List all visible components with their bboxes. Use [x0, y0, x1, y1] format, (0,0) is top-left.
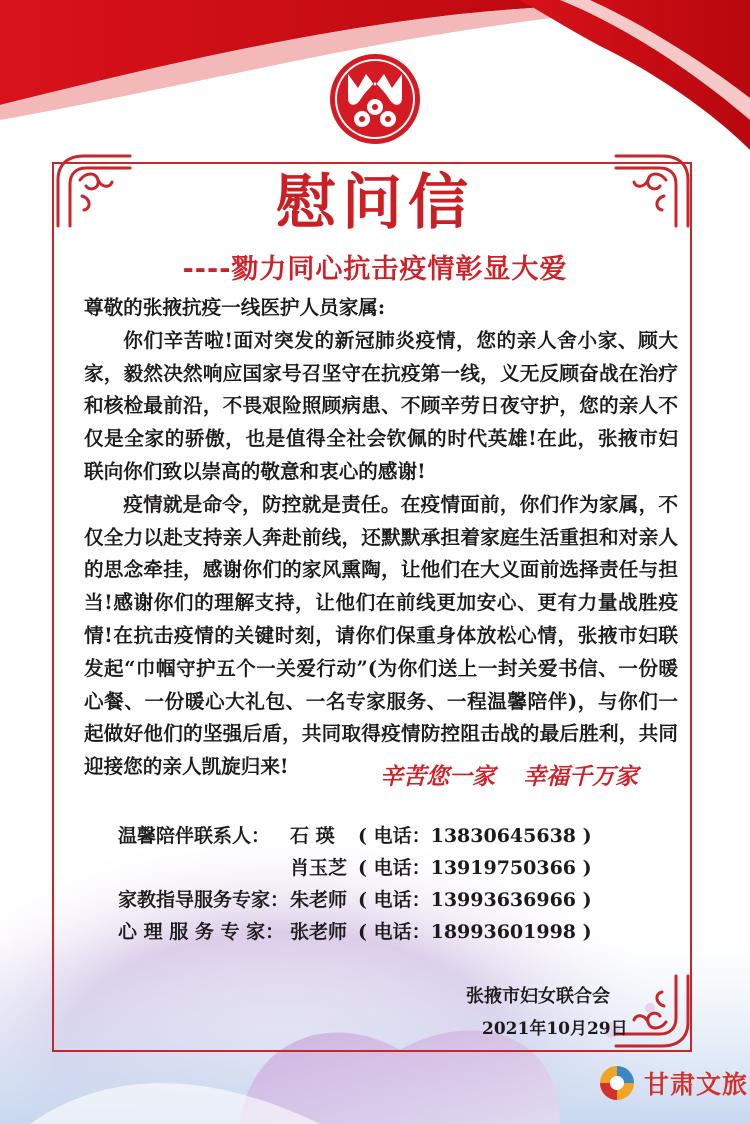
slogan-left: 辛苦您一家 [380, 763, 495, 790]
contact-phone: ( 电话：13830645638 ) [358, 825, 592, 847]
salutation: 尊敬的张掖抗疫一线医护人员家属: [84, 296, 386, 319]
slogan [380, 760, 638, 794]
body-paragraph-2: 疫情就是命令，防控就是责任。在疫情面前，你们作为家属，不仅全力以赴支持亲人奔赴前线，还默默承担着家庭生活重担和对亲人的思念牵挂，感谢你们的家风熏陶，让他们在大义面前选择责任与担当!感谢你们的理解支持，让他们在前线更加安心、更有力量战胜疫情!在抗击疫情的关键时刻，请你们保重身体放松心情，张掖市妇联发起“巾帼守护五个一关爱行动”(为你们送上一封关爱书信、一份暖心餐、一份暖心大礼包、一名专家服务、一程温馨陪伴)，与你们一起做好他们的坚强后盾，共同取得疫情防控阻击战的最后胜利，共同迎接您的亲人凯旋归来! [84, 492, 678, 779]
contact-name: 张老师 [290, 921, 348, 943]
contact-role: 家教指导服务专家： [118, 889, 290, 911]
contact-role: 心 理 服 务 专 家： [118, 921, 285, 943]
letter-title: 慰问信 [276, 168, 474, 238]
contact-name: 肖玉芝 [290, 857, 348, 879]
contact-name: 朱老师 [290, 889, 348, 911]
footer-organization: 张掖市妇女联合会 [466, 986, 610, 1007]
contact-role: 温馨陪伴联系人： [118, 825, 271, 847]
contact-phone: ( 电话：18993601998 ) [358, 921, 592, 943]
letter-body [84, 292, 678, 784]
gansu-wenlv-logo-icon [598, 1064, 636, 1102]
letter-subtitle: ----勠力同心抗击疫情彰显大爱 [182, 254, 568, 285]
watermark-text: 甘肃文旅 [644, 1070, 749, 1099]
corner-ornament-bottom-right [612, 970, 694, 1052]
footer-date: 2021年10月29日 [482, 1019, 628, 1039]
contact-phone: ( 电话：13993636966 ) [358, 889, 592, 911]
women-federation-emblem-icon [328, 52, 422, 146]
body-paragraph-1: 你们辛苦啦!面对突发的新冠肺炎疫情，您的亲人舍小家、顾大家，毅然决然响应国家号召坚守在抗疫第一线，义无反顾奋战在治疗和核检最前沿，不畏艰险照顾病患、不顾辛劳日夜守护，您的亲人不仅是全家的骄傲，也是值得全社会钦佩的时代英雄!在此，张掖市妇联向你们致以崇高的敬意和衷心的感谢! [84, 328, 678, 483]
watermark [598, 1064, 748, 1102]
contact-name: 石 瑛 [290, 825, 335, 847]
contact-phone: ( 电话：13919750366 ) [358, 857, 592, 879]
slogan-right: 幸福千万家 [523, 763, 638, 790]
